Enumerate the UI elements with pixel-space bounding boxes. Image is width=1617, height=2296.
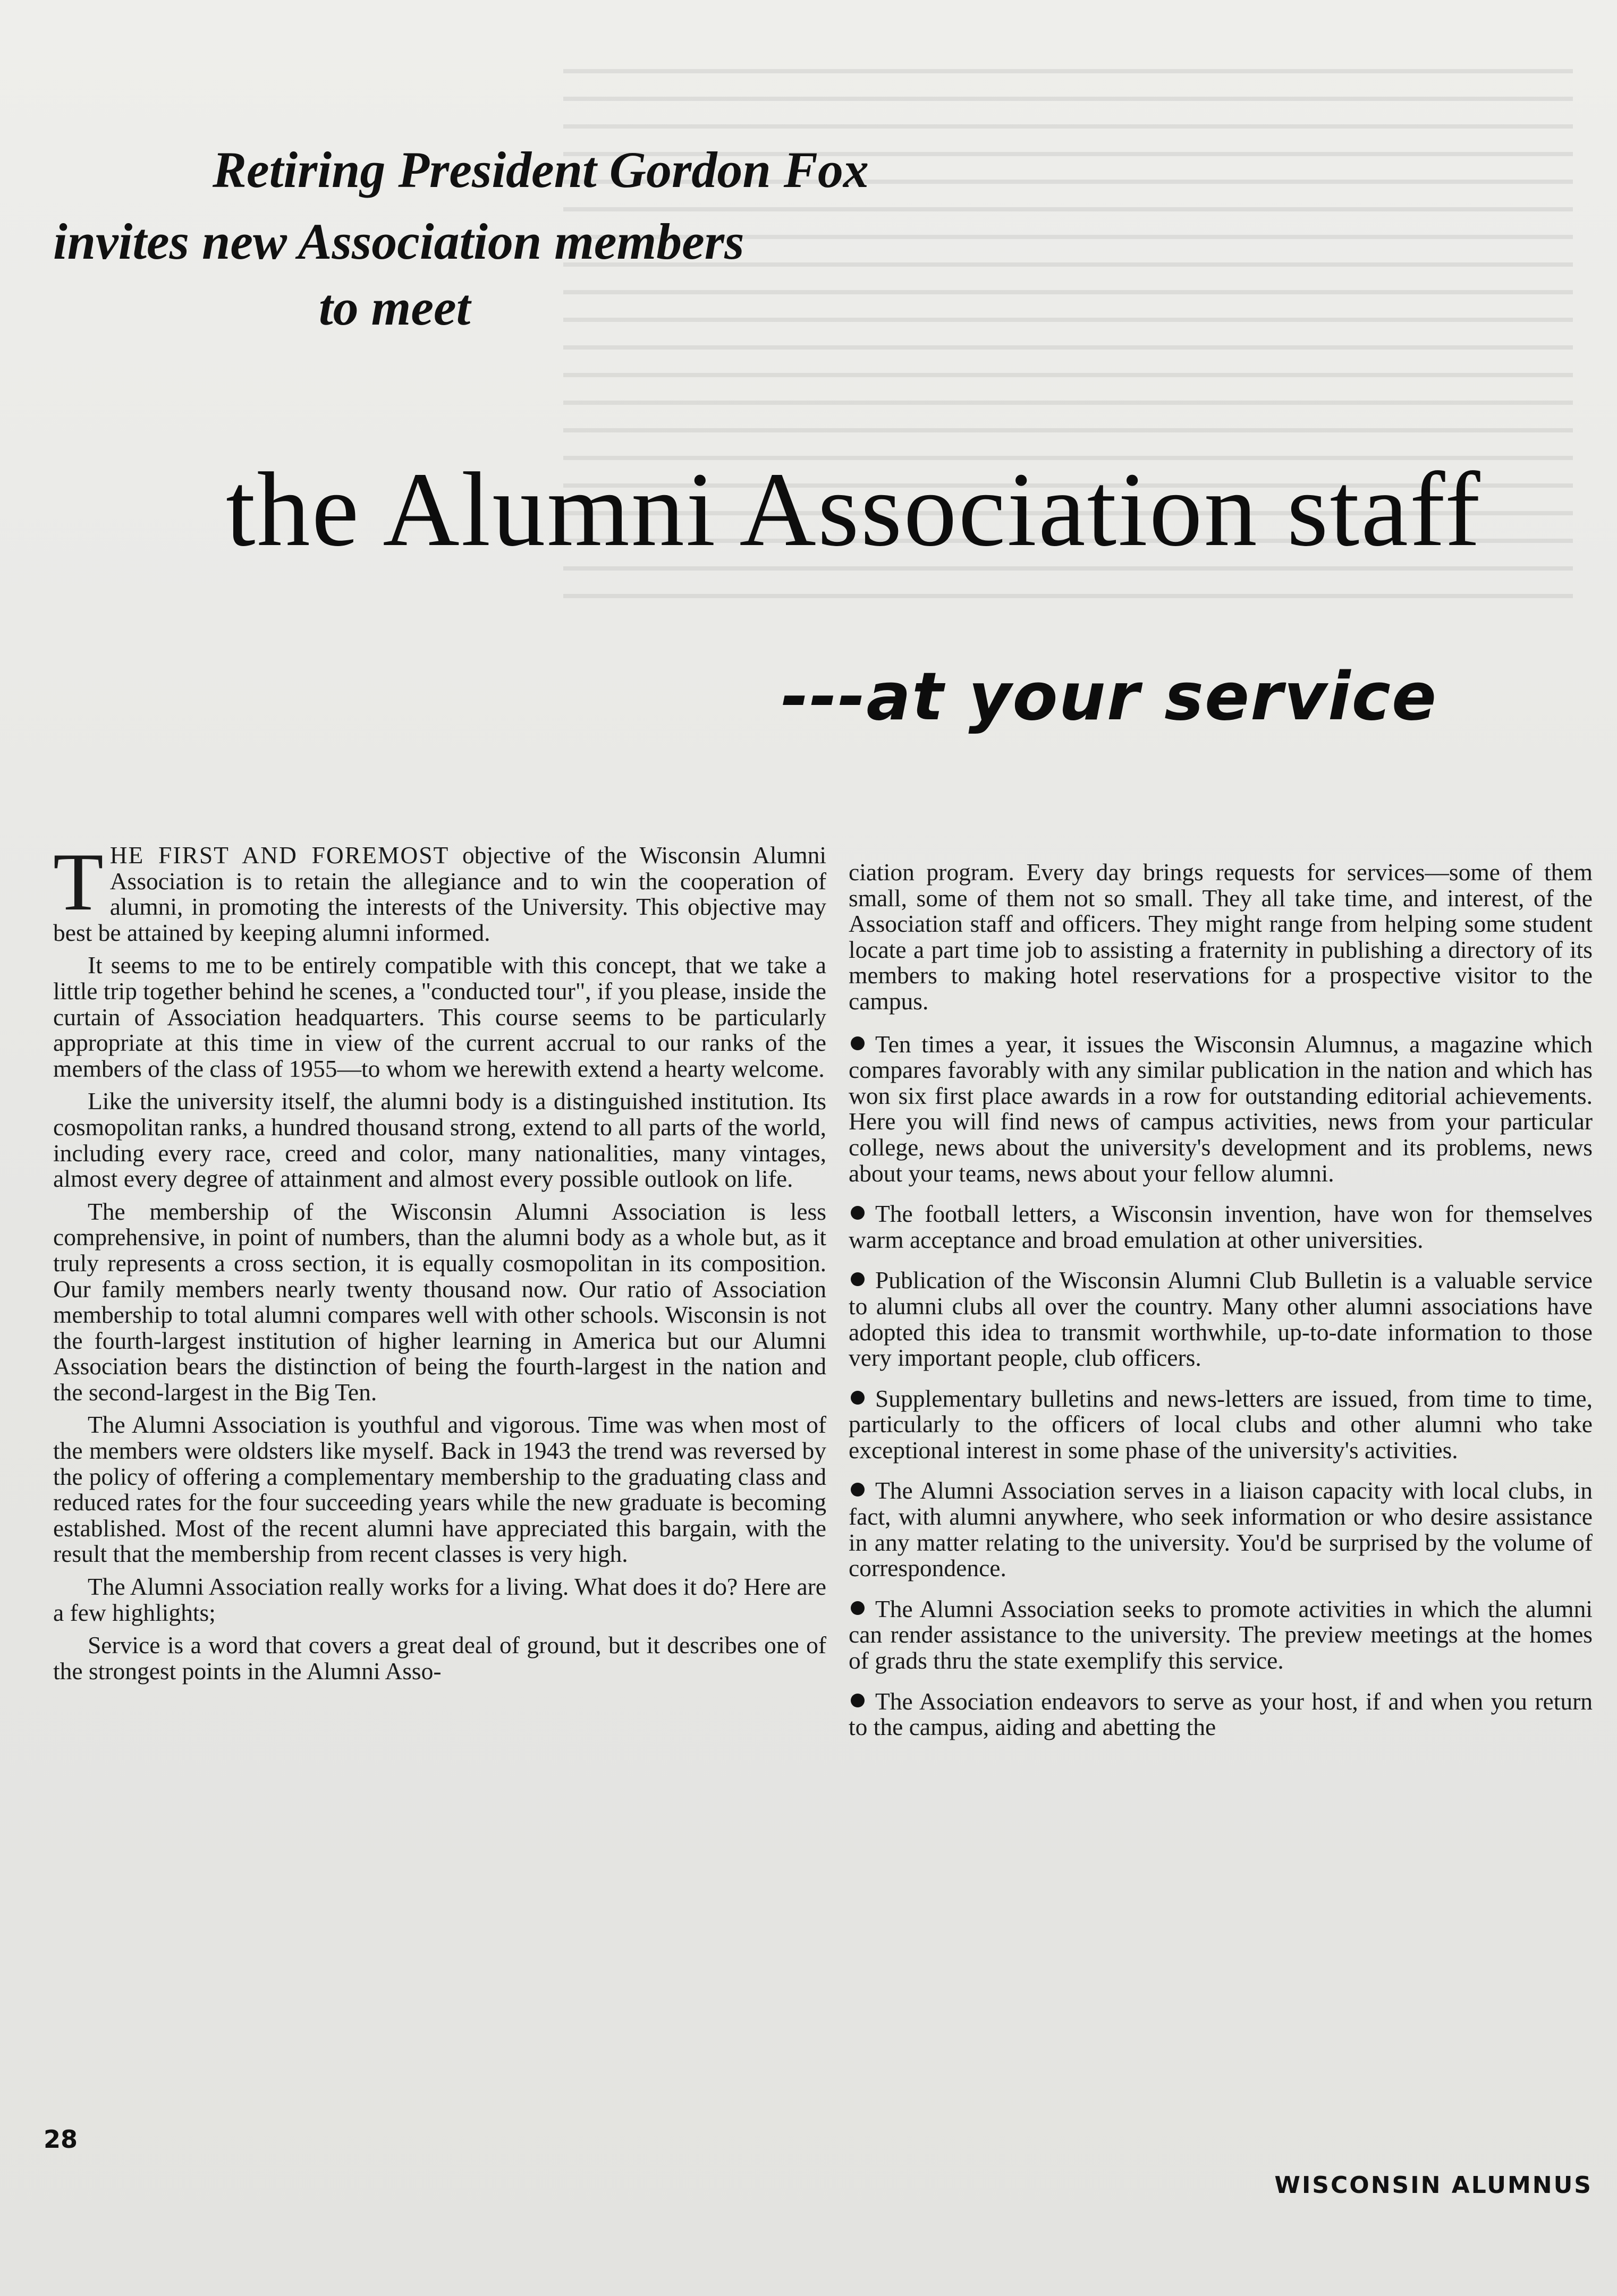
paragraph: Like the university itself, the alumni body is a distinguished institution. Its cosmopolitan ranks, a hundred thousand strong, extend to all parts of the world, including every race, creed and color, many nationalities, many vintages, almost every degree of attainment and almost every possible outlook on life.: [53, 1087, 826, 1193]
drop-cap: T: [53, 836, 104, 928]
bullet-icon: [851, 1272, 865, 1286]
bullet-item: [849, 1689, 1593, 1740]
paragraph-text: objective of the Wisconsin Alumni Association is to retain the allegiance and to win the cooperation of alumni, in promoting the interests of the University. This objective may best be attained by keeping alumni informed.: [53, 841, 826, 946]
bullet-icon: [851, 1391, 865, 1405]
bullet-text: Ten times a year, it issues the Wisconsin Alumnus, a magazine which compares favorably with any similar publication in the nation and which has won six first place awards in a row for outstanding editorial achievements. Here you will find news of campus activities, news from your particular college, news about the university's development and its problems, news about your teams, news about your fellow alumni.: [849, 1030, 1593, 1187]
subheadline: ---at your service: [781, 659, 1438, 735]
bullet-item: [849, 1268, 1593, 1371]
headline: the Alumni Association staff: [226, 451, 1482, 568]
bullet-text: The Alumni Association serves in a liaison capacity with local clubs, in fact, with alumni anywhere, who seek information or who desire assistance in any matter relating to the university. You'd be surprised by the volume of correspondence.: [849, 1477, 1593, 1582]
bullet-text: The Alumni Association seeks to promote activities in which the alumni can render assistance to the university. The preview meetings at the homes of grads thru the state exemplify this service.: [849, 1595, 1593, 1674]
bullet-text: Supplementary bulletins and news-letters are issued, from time to time, particularly to the officers of local clubs and other alumni who take exceptional interest in some phase of the university's activities.: [849, 1384, 1593, 1464]
bullet-item: [849, 1201, 1593, 1253]
bullet-icon: [851, 1483, 865, 1496]
right-column: [849, 860, 1593, 1755]
left-column: [53, 836, 826, 1691]
bullet-item: [849, 1478, 1593, 1581]
paragraph: ciation program. Every day brings requests for services—some of them small, some of them not so small. They all take time, and interest, of the Association staff and officers. They might range from helping some student locate a part time job to assisting a fraternity in publishing a directory of its members to making hotel reservations for a prospective visitor to the campus.: [849, 858, 1593, 1015]
bullet-item: [849, 1386, 1593, 1464]
paragraph: The Alumni Association is youthful and vigorous. Time was when most of the members were oldsters like myself. Back in 1943 the trend was reversed by the policy of offering a complementary membership to the graduating class and reduced rates for the four succeeding years while the new graduate is becoming established. Most of the recent alumni have appreciated this bargain, with the result that the membership from recent classes is very high.: [53, 1411, 826, 1568]
lead-caps: HE FIRST AND FOREMOST: [109, 841, 450, 869]
paragraph: The Alumni Association really works for a living. What does it do? Here are a few highlights;: [53, 1573, 826, 1626]
intro-line-3: to meet: [319, 279, 471, 336]
bullet-item: [849, 1596, 1593, 1674]
paragraph: Service is a word that covers a great deal of ground, but it describes one of the strongest points in the Alumni Asso-: [53, 1631, 826, 1685]
intro-line-2: invites new Association members: [53, 213, 744, 270]
paragraph: It seems to me to be entirely compatible with this concept, that we take a little trip together behind he scenes, a "conducted tour", if you please, inside the curtain of Association headquarters. This course seems to be particularly appropriate at this time in view of the current accrual to our ranks of the members of the class of 1955—to whom we herewith extend a hearty welcome.: [53, 951, 826, 1082]
bullet-icon: [851, 1694, 865, 1707]
bullet-text: The football letters, a Wisconsin invention, have won for themselves warm acceptance and broad emulation at other universities.: [849, 1200, 1593, 1253]
paragraph: [53, 836, 826, 946]
bullet-item: [849, 1032, 1593, 1187]
paragraph: The membership of the Wisconsin Alumni Association is less comprehensive, in point of numbers, than the alumni body as a whole but, as it truly represents a cross section, it is equally cosmopolitan in its composition. Our family members nearly twenty thousand now. Our ratio of Association membership to total alumni compares well with other schools. Wisconsin is not the fourth-largest institution of higher learning in America but our Alumni Association bears the distinction of being the fourth-largest in the nation and the second-largest in the Big Ten.: [53, 1197, 826, 1406]
page-number: 28: [44, 2125, 78, 2154]
bullet-icon: [851, 1601, 865, 1615]
intro-line-1: Retiring President Gordon Fox: [213, 141, 869, 198]
bullet-icon: [851, 1036, 865, 1050]
bullet-text: The Association endeavors to serve as your host, if and when you return to the campus, aiding and abetting the: [849, 1687, 1593, 1741]
bullet-icon: [851, 1206, 865, 1220]
bullet-text: Publication of the Wisconsin Alumni Club Bulletin is a valuable service to alumni clubs all over the country. Many other alumni associations have adopted this idea to transmit worthwhile, up-to-date information to those very important people, club officers.: [849, 1266, 1593, 1372]
magazine-name-footer: WISCONSIN ALUMNUS: [1274, 2172, 1593, 2199]
